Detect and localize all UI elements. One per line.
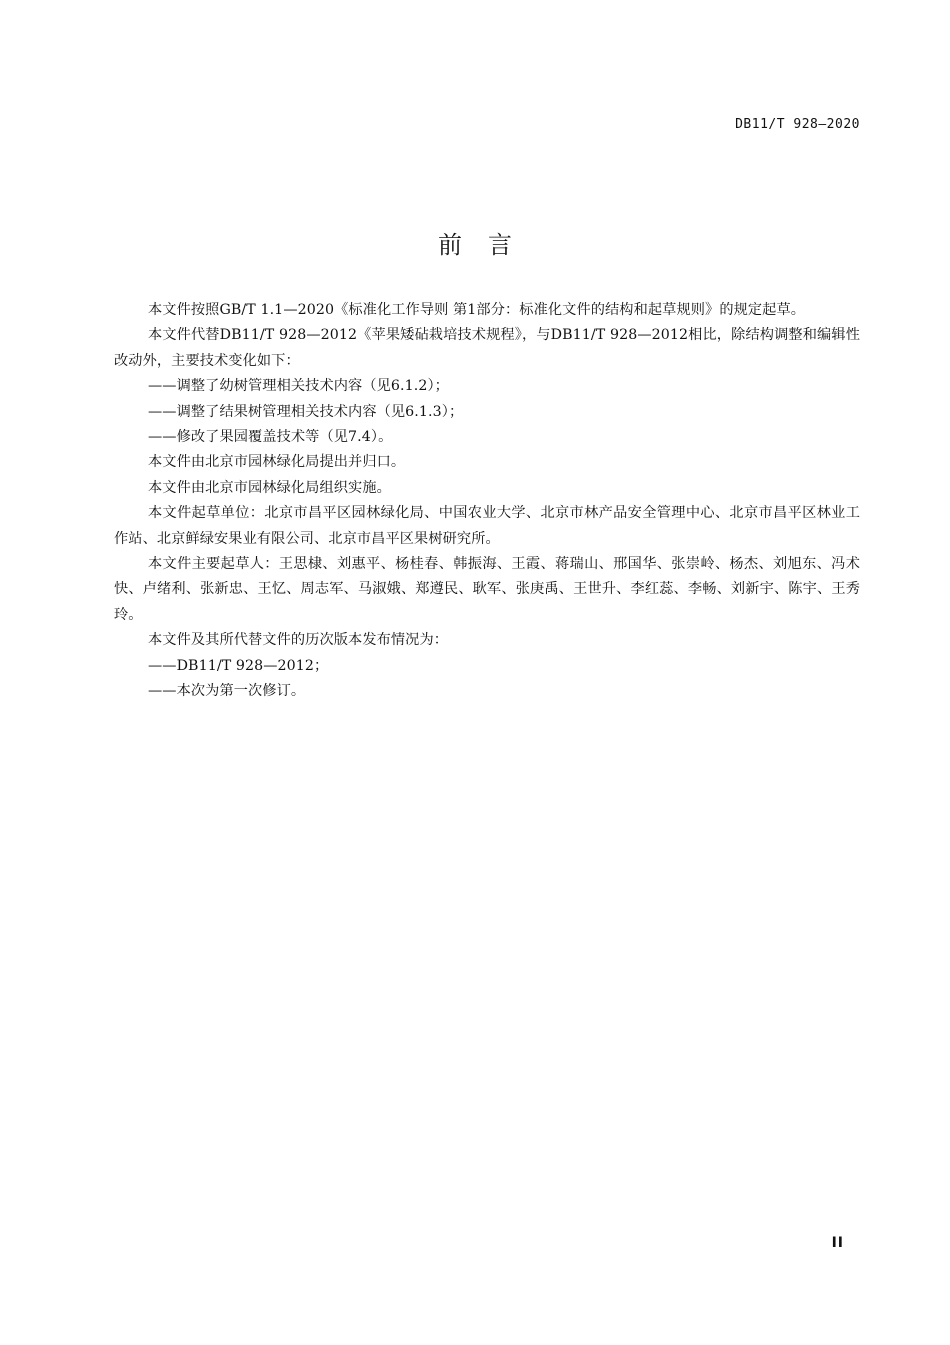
list-item-version: ——本次为第一次修订。 — [148, 683, 306, 700]
page-title: 前言 — [438, 231, 538, 260]
paragraph-version-history: 本文件及其所代替文件的历次版本发布情况为： — [148, 632, 449, 649]
page-number: II — [831, 1235, 844, 1251]
document-code: DB11/T 928—2020 — [735, 117, 860, 132]
list-item-version: ——DB11/T 928—2012； — [148, 657, 329, 674]
list-item-change: ——修改了果园覆盖技术等（见7.4）。 — [148, 429, 393, 446]
paragraph-implementer: 本文件由北京市园林绿化局组织实施。 — [148, 479, 391, 496]
paragraph-proposer: 本文件由北京市园林绿化局提出并归口。 — [148, 454, 406, 471]
foreword-body — [114, 298, 860, 705]
paragraph-replacement-note: 本文件代替DB11/T 928—2012《苹果矮砧栽培技术规程》，与DB11/T 928—2012相比，除结构调整和编辑性改动外，主要技术变化如下： — [114, 327, 860, 369]
paragraph-drafters: 本文件主要起草人：王思棣、刘惠平、杨桂春、韩振海、王霞、蒋瑞山、邢国华、张崇岭、杨杰、刘旭东、冯术快、卢绪利、张新忠、王忆、周志军、马淑娥、郑遵民、耿军、张庚禹、王世升、李红蕊、李畅、刘新宇、陈宇、王秀玲。 — [114, 556, 860, 623]
paragraph-drafting-basis: 本文件按照GB/T 1.1—2020《标准化工作导则 第1部分：标准化文件的结构和起草规则》的规定起草。 — [148, 302, 806, 318]
list-item-change: ——调整了结果树管理相关技术内容（见6.1.3）； — [148, 403, 464, 420]
list-item-change: ——调整了幼树管理相关技术内容（见6.1.2）； — [148, 378, 449, 395]
paragraph-drafting-units: 本文件起草单位：北京市昌平区园林绿化局、中国农业大学、北京市林产品安全管理中心、北京市昌平区林业工作站、北京鲜绿安果业有限公司、北京市昌平区果树研究所。 — [114, 505, 860, 547]
